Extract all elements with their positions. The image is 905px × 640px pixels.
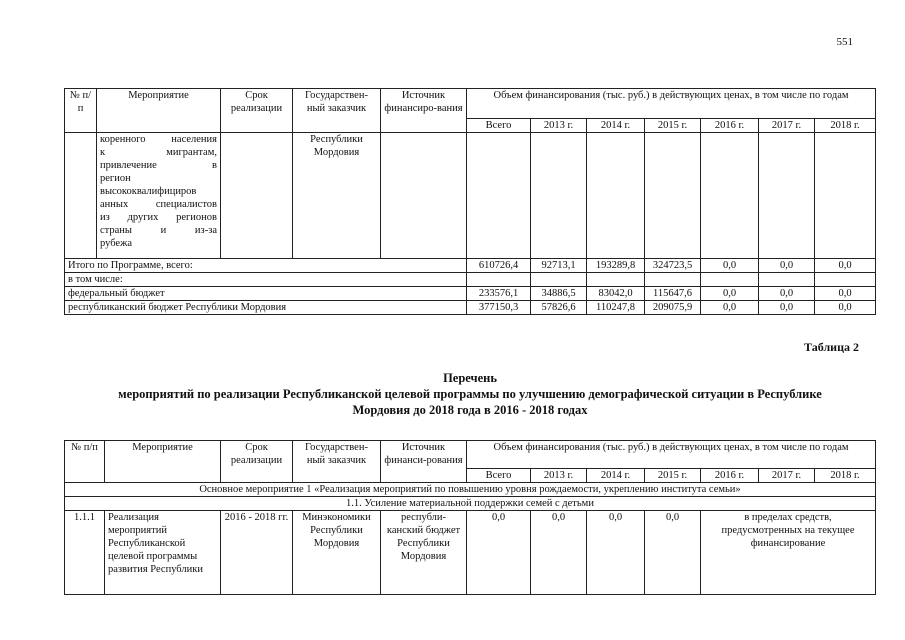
header-customer: Государствен-ный заказчик — [293, 441, 381, 483]
federal-budget-row: федеральный бюджет 233576,1 34886,5 83042,0 115647,6 0,0 0,0 0,0 — [65, 287, 876, 301]
year-header: 2013 г. — [531, 119, 587, 133]
header-num: № п/п — [65, 89, 97, 133]
header-volume: Объем финансирования (тыс. руб.) в действующих ценах, в том числе по годам — [467, 441, 876, 469]
total-row: Итого по Программе, всего: 610726,4 92713,1 193289,8 324723,5 0,0 0,0 0,0 — [65, 259, 876, 273]
main-event-row: Основное мероприятие 1 «Реализация мероприятий по повышению уровня рождаемости, укреплению института семьи» — [65, 483, 876, 497]
header-event: Мероприятие — [105, 441, 221, 483]
year-header: Всего — [467, 469, 531, 483]
year-header: 2016 г. — [701, 469, 759, 483]
funding-table-continued — [64, 88, 876, 315]
header-customer: Государствен-ный заказчик — [293, 89, 381, 133]
sub-event-row: 1.1. Усиление материальной поддержки семей с детьми — [65, 497, 876, 511]
year-header: Всего — [467, 119, 531, 133]
year-header: 2013 г. — [531, 469, 587, 483]
table-caption: Таблица 2 — [804, 340, 859, 354]
year-header: 2018 г. — [815, 119, 876, 133]
page-number: 551 — [836, 36, 853, 48]
header-term: Срок реализации — [221, 441, 293, 483]
header-source: Источник финансиро-вания — [381, 89, 467, 133]
document-title: Перечень мероприятий по реализации Республиканской целевой программы по улучшению демографической ситуации в Республике Мордовия до 2018 года в 2016 - 2018 годах — [118, 371, 822, 417]
including-row: в том числе: — [65, 273, 876, 287]
header-event: Мероприятие — [97, 89, 221, 133]
republic-budget-row: республиканский бюджет Республики Мордовия 377150,3 57826,6 110247,8 209075,9 0,0 0,0 0,0 — [65, 301, 876, 315]
header-term: Срок реализации — [221, 89, 293, 133]
year-header: 2018 г. — [815, 469, 876, 483]
year-header: 2015 г. — [645, 119, 701, 133]
measures-table — [64, 440, 876, 595]
continued-customer: Республики Мордовия — [293, 133, 381, 259]
continued-event-text: коренного населения к мигрантам, привлечение в регион высококвалифициров анных специалистов из других регионов страны и из-за рубежа — [97, 133, 221, 259]
year-header: 2014 г. — [587, 119, 645, 133]
year-header: 2016 г. — [701, 119, 759, 133]
year-header: 2017 г. — [759, 119, 815, 133]
header-volume: Объем финансирования (тыс. руб.) в действующих ценах, в том числе по годам — [467, 89, 876, 119]
year-header: 2017 г. — [759, 469, 815, 483]
year-header: 2014 г. — [587, 469, 645, 483]
table-row: 1.1.1 Реализация мероприятий Республиканской целевой программы развития Республики 2016 - 2018 гг. Минэкономики Республики Мордовия республи-канский бюджет Республики Мордовия 0,0 0,0 0,0 0,0 в пределах средств, предусмотренных на текущее финансирование — [65, 511, 876, 595]
year-header: 2015 г. — [645, 469, 701, 483]
header-num: № п/п — [65, 441, 105, 483]
header-source: Источник финанси-рования — [381, 441, 467, 483]
